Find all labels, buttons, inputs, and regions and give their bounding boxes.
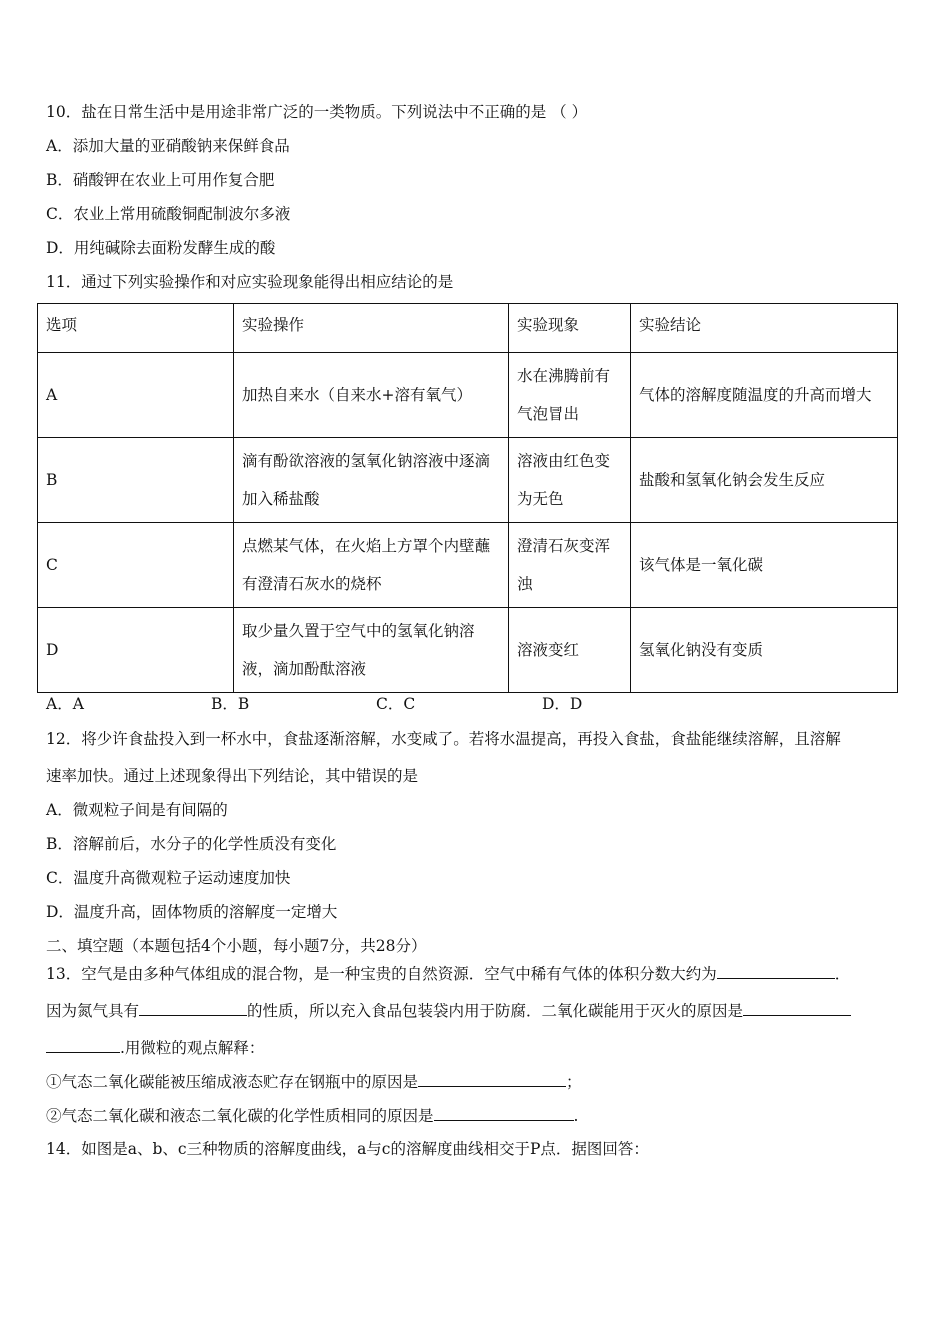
table-cell-operation: 取少量久置于空气中的氢氧化钠溶液，滴加酚酞溶液 xyxy=(234,608,509,693)
q12-option-d: D．温度升高，固体物质的溶解度一定增大 xyxy=(46,903,338,921)
table-row xyxy=(38,608,898,693)
table-cell-conclusion: 氢氧化钠没有变质 xyxy=(631,608,898,693)
table-cell-conclusion: 气体的溶解度随温度的升高而增大 xyxy=(631,353,898,438)
q11-answer-c: C．C xyxy=(376,695,416,713)
q13-line1-text: 13．空气是由多种气体组成的混合物，是一种宝贵的自然资源．空气中稀有气体的体积分数大约为 xyxy=(46,965,717,983)
q10-option-c: C．农业上常用硫酸铜配制波尔多液 xyxy=(46,205,291,223)
q13-line3 xyxy=(46,1036,264,1058)
q11-answer-a: A．A xyxy=(46,695,84,713)
table-cell-phenomenon: 澄清石灰变浑浊 xyxy=(509,523,631,608)
table-cell-phenomenon: 溶液变红 xyxy=(509,608,631,693)
q13-sub1-end: ； xyxy=(566,1073,582,1091)
q13-sub2 xyxy=(46,1104,578,1126)
q13-line1 xyxy=(46,962,850,984)
q10-option-a: A．添加大量的亚硝酸钠来保鲜食品 xyxy=(46,137,290,155)
q12-option-a: A．微观粒子间是有间隔的 xyxy=(46,801,228,819)
answer-blank[interactable] xyxy=(743,999,851,1016)
q10-option-b: B．硝酸钾在农业上可用作复合肥 xyxy=(46,171,275,189)
table-header-conclusion: 实验结论 xyxy=(631,304,898,353)
q12-option-c: C．温度升高微观粒子运动速度加快 xyxy=(46,869,291,887)
table-row xyxy=(38,523,898,608)
q12-stem-line2: 速率加快。通过上述现象得出下列结论，其中错误的是 xyxy=(46,767,419,785)
q13-line2-text-b: 的性质，所以充入食品包装袋内用于防腐．二氧化碳能用于灭火的原因是 xyxy=(247,1002,744,1020)
q13-sub2-end: . xyxy=(573,1107,579,1125)
q13-sub1 xyxy=(46,1070,582,1092)
answer-blank[interactable] xyxy=(434,1104,574,1121)
table-cell-option: C xyxy=(38,523,234,608)
q11-experiment-table xyxy=(37,303,898,693)
answer-blank[interactable] xyxy=(46,1036,120,1053)
table-header-option: 选项 xyxy=(38,304,234,353)
q13-line2-text-a: 因为氮气具有 xyxy=(46,1002,140,1020)
table-cell-conclusion: 该气体是一氧化碳 xyxy=(631,523,898,608)
table-cell-option: A xyxy=(38,353,234,438)
answer-blank[interactable] xyxy=(717,962,835,979)
q12-option-b: B．溶解前后，水分子的化学性质没有变化 xyxy=(46,835,337,853)
table-cell-phenomenon: 溶液由红色变为无色 xyxy=(509,438,631,523)
table-header-phenomenon: 实验现象 xyxy=(509,304,631,353)
q13-sub2-text: ②气态二氧化碳和液态二氧化碳的化学性质相同的原因是 xyxy=(46,1107,434,1125)
table-row xyxy=(38,438,898,523)
table-cell-option: B xyxy=(38,438,234,523)
q12-stem-line1: 12．将少许食盐投入到一杯水中，食盐逐渐溶解，水变咸了。若将水温提高，再投入食盐，食盐能继续溶解，且溶解 xyxy=(46,730,841,748)
table-header-operation: 实验操作 xyxy=(234,304,509,353)
answer-blank[interactable] xyxy=(139,999,247,1016)
q10-option-d: D．用纯碱除去面粉发酵生成的酸 xyxy=(46,239,276,257)
q13-line3-text: .用微粒的观点解释： xyxy=(120,1039,265,1057)
section-heading: 二、填空题（本题包括4个小题，每小题7分，共28分） xyxy=(46,937,427,955)
q13-line2 xyxy=(46,999,851,1021)
q10-stem: 10．盐在日常生活中是用途非常广泛的一类物质。下列说法中不正确的是 （ ） xyxy=(46,103,588,121)
q11-answer-b: B．B xyxy=(211,695,250,713)
table-row xyxy=(38,353,898,438)
table-cell-operation: 加热自来水（自来水+溶有氧气） xyxy=(234,353,509,438)
table-cell-phenomenon: 水在沸腾前有气泡冒出 xyxy=(509,353,631,438)
q13-sub1-text: ①气态二氧化碳能被压缩成液态贮存在钢瓶中的原因是 xyxy=(46,1073,419,1091)
answer-blank[interactable] xyxy=(418,1070,566,1087)
table-cell-operation: 滴有酚欲溶液的氢氧化钠溶液中逐滴加入稀盐酸 xyxy=(234,438,509,523)
q11-answer-d: D．D xyxy=(542,695,583,713)
table-cell-option: D xyxy=(38,608,234,693)
q13-line1-end: ． xyxy=(834,965,851,983)
q11-stem: 11．通过下列实验操作和对应实验现象能得出相应结论的是 xyxy=(46,273,454,291)
q14-stem: 14．如图是a、b、c三种物质的溶解度曲线，a与c的溶解度曲线相交于P点．据图回答： xyxy=(46,1140,649,1158)
table-cell-conclusion: 盐酸和氢氧化钠会发生反应 xyxy=(631,438,898,523)
table-cell-operation: 点燃某气体，在火焰上方罩个内壁蘸有澄清石灰水的烧杯 xyxy=(234,523,509,608)
table-header-row xyxy=(38,304,898,353)
